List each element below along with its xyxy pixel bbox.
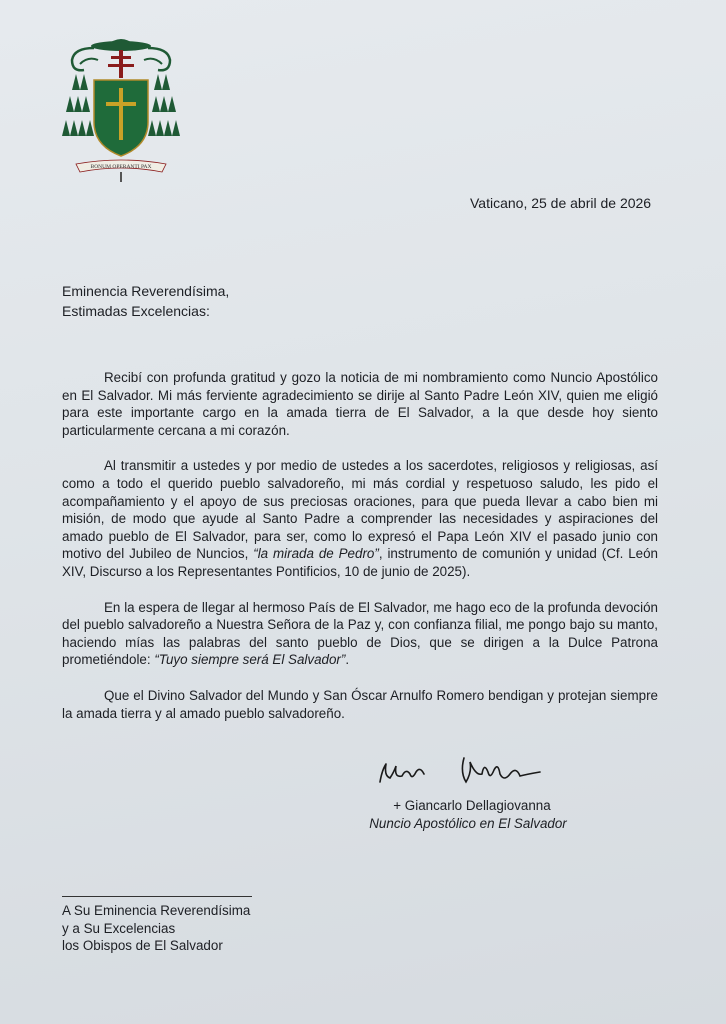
recipient-line-1: A Su Eminencia Reverendísima bbox=[62, 903, 251, 918]
quote-mirada-de-pedro: “la mirada de Pedro” bbox=[253, 546, 379, 562]
signer-title: Nuncio Apostólico en El Salvador bbox=[369, 816, 567, 831]
paragraph-3: En la espera de llegar al hermoso País de El Salvador, me hago eco de la profunda devoción del pueblo salvadoreño a Nuestra Señora de la Paz y, con confianza filial, me pongo bajo su manto, haciendo mías las palabras del santo pueblo de Dios, que se dirigen a la Dulce Patrona prometiéndole: “Tuyo siempre será El Salvador”. bbox=[62, 599, 658, 668]
handwritten-signature-icon bbox=[372, 752, 562, 792]
paragraph-2: Al transmitir a ustedes y por medio de ustedes a los sacerdotes, religiosos y religiosas, así como a todo el querido pueblo salvadoreño, mi más cordial y respetuoso saludo, les pido el acompañamiento y el apoyo de sus preciosas oraciones, para que pueda llevar a cabo bien mi misión, de modo que ayude al Santo Padre a comprender las necesidades y aspiraciones del amado pueblo de El Salvador, para ser, como lo expresó el Papa León XIV el pasado junio con motivo del Jubileo de Nuncios, “la mirada de Pedro”, instrumento de comunión y unidad (Cf. León XIV, Discurso a los Representantes Pontificios, 10 de junio de 2025). bbox=[62, 458, 658, 579]
recipients-block bbox=[62, 902, 250, 955]
salutation bbox=[62, 281, 229, 321]
paragraph-1: Recibí con profunda gratitud y gozo la noticia de mi nombramiento como Nuncio Apostólico en El Salvador. Mi más ferviente agradecimiento se dirije al Santo Padre León XIV, quien me eligió para este importante cargo en la amada tierra de El Salvador, a la que desde hoy siento particularmente cercana a mi corazón. bbox=[62, 370, 658, 438]
coat-of-arms-icon bbox=[58, 34, 184, 184]
letter-date: Vaticano, 25 de abril de 2026 bbox=[470, 195, 652, 211]
recipient-line-2: y a Su Excelencias bbox=[62, 920, 176, 936]
recipient-line-3: los Obispos de El Salvador bbox=[62, 938, 223, 953]
divider-line bbox=[62, 896, 252, 897]
letter-body bbox=[62, 369, 658, 722]
signature-block bbox=[368, 797, 568, 833]
signer-name: + Giancarlo Dellagiovanna bbox=[393, 798, 551, 813]
svg-text:BONUM OPERANTI PAX: BONUM OPERANTI PAX bbox=[90, 164, 152, 170]
paragraph-4: Que el Divino Salvador del Mundo y San Óscar Arnulfo Romero bendigan y protejan siempre la amada tierra y al amado pueblo salvadoreño. bbox=[62, 687, 658, 721]
quote-tuyo-siempre: “Tuyo siempre será El Salvador” bbox=[154, 652, 346, 668]
salutation-line-2: Estimadas Excelencias: bbox=[62, 303, 210, 319]
salutation-line-1: Eminencia Reverendísima, bbox=[62, 283, 230, 299]
